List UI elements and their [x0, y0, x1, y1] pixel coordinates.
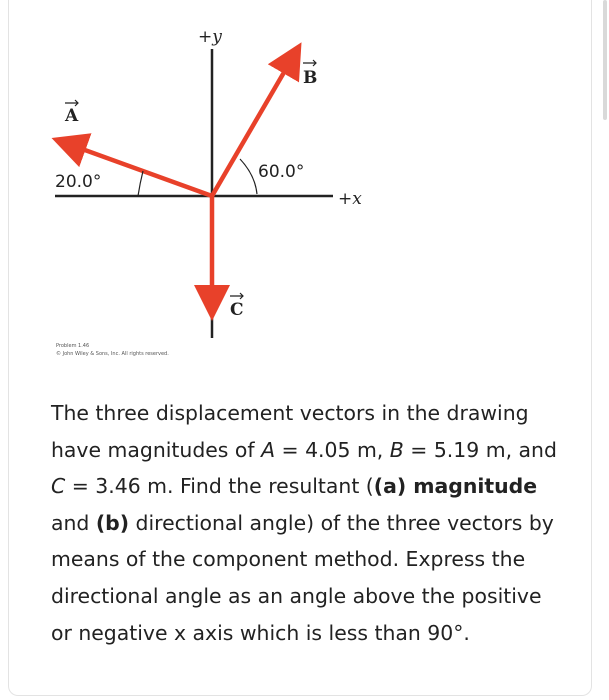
vector-c-overarrow-icon: [230, 293, 243, 299]
angle-b-label: 60.0°: [258, 162, 305, 182]
vector-c-label: C: [230, 300, 244, 320]
var-b: B: [389, 437, 404, 462]
problem-text-part: = 4.05 m,: [275, 437, 390, 462]
problem-text-part: = 5.19 m, and: [403, 437, 557, 462]
problem-text-part: = 3.46 m. Find the resultant (: [65, 474, 374, 499]
problem-text-part: and: [51, 510, 96, 535]
angle-arc-a: [138, 171, 143, 196]
part-a-label: (a) magnitude: [373, 474, 538, 499]
problem-text: [51, 395, 561, 651]
problem-text-part: directional angle) of the three vectors by means of the component method. Express the directional angle as an angle above the positive or negative x axis which is less than 90°.: [51, 510, 554, 645]
var-c: C: [51, 474, 66, 499]
var-a: A: [261, 437, 276, 462]
scrollbar[interactable]: [603, 0, 607, 700]
figure-credit-line2: © John Wiley & Sons, Inc. All rights reserved.: [56, 351, 169, 357]
vector-b-label: B: [303, 68, 318, 88]
scroll-thumb[interactable]: [603, 0, 607, 120]
plus-y-label: +y: [198, 27, 222, 47]
angle-arc-b: [240, 159, 257, 194]
plus-x-label: +x: [338, 189, 362, 209]
angle-a-label: 20.0°: [55, 172, 102, 192]
vector-a-label: A: [65, 106, 79, 126]
problem-text-part: The three displacement vectors in the drawing have magnitudes of: [51, 401, 529, 462]
vector-b-overarrow-icon: [303, 60, 316, 66]
part-b-label: (b): [95, 510, 130, 535]
figure-credit-line1: Problem 1.46: [56, 343, 90, 349]
